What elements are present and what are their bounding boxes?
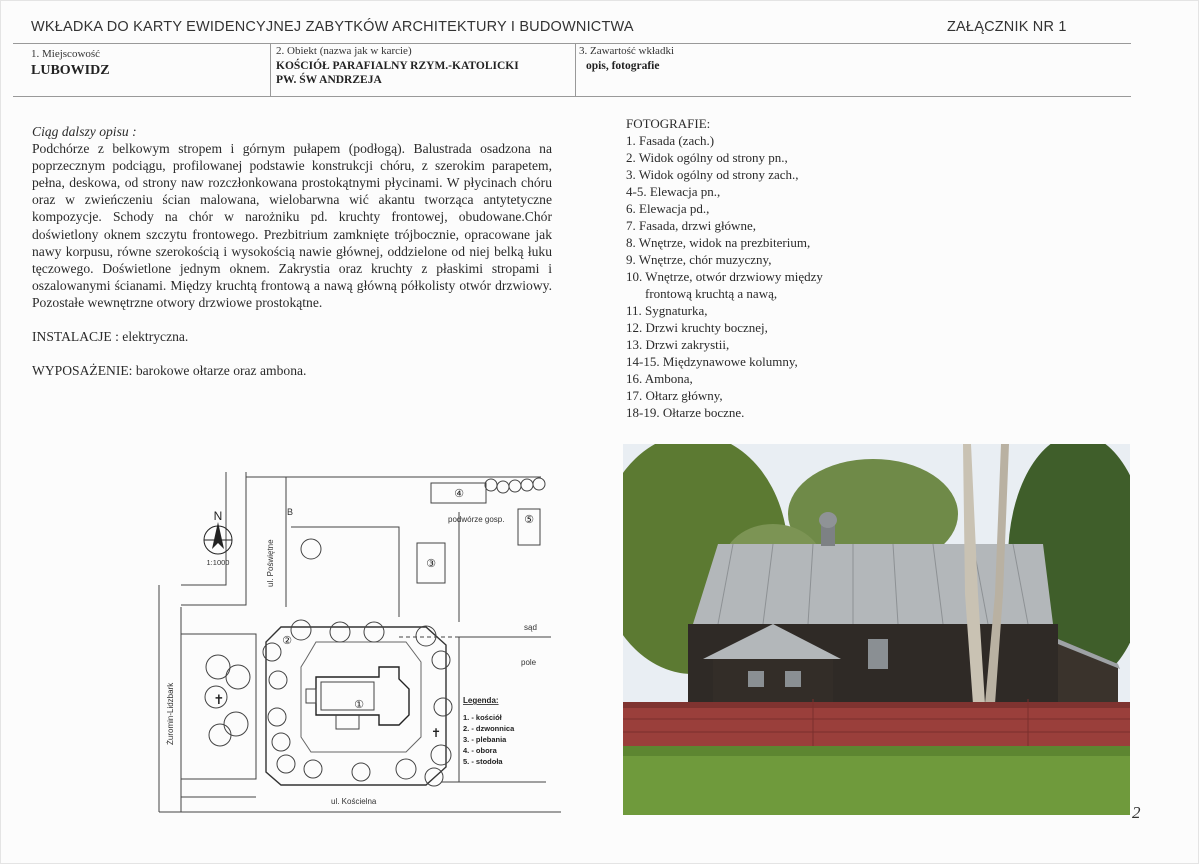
photo-item: 3. Widok ogólny od strony zach., (626, 167, 799, 182)
annex-number: ZAŁĄCZNIK NR 1 (947, 19, 1067, 35)
photo-item: 10. Wnętrze, otwór drzwiowy między (626, 269, 823, 284)
description-body: Podchórze z belkowym stropem i górnym pułapem (podłogą). Balustrada osadzona na poprzecznym podciągu, profilowanej podstawie konstrukcji chóru, z szerokim parapetem, pełna, deskowa, od strony naw rozczłonkowana prostokątnymi płycinami. W płycinach chóru oraz w zwieńczeniu ścian malowana, wielobarwna wić akantu tworząca antytetyczne kompozycje. Schody na chór w narożniku pd. kruchty frontowej, obudowane.Chór doświetlony oknem szczytu frontowego. Prezbitrium zamknięte trójbocznie, opracowane jak nawy korpusu, równe szerokością i wysokością nawie głównej, oddzielone od niej belką łuku tęczowego. Doświetlone jednym oknem. Zakrystia oraz kruchty z płaskimi stropami i oszalowanymi ścianami. Między kruchtą frontową a nawą główną półkolisty otwór drzwiowy. Pozostałe wewnętrzne otwory drzwiowe prostokątne. (32, 141, 552, 310)
marker-belfry: ② (282, 635, 292, 647)
marker-b: B (287, 507, 294, 517)
photo-item: 13. Drzwi zakrystii, (626, 337, 730, 352)
photo-item-continuation (626, 285, 926, 302)
description-block (32, 123, 552, 379)
photo-item: 17. Ołtarz główny, (626, 388, 723, 403)
photo-item: 1. Fasada (zach.) (626, 133, 715, 148)
photo-item: 7. Fasada, drzwi główne, (626, 218, 756, 233)
legend-item: 5. - stodoła (463, 757, 503, 766)
header-rule-bottom (13, 96, 1131, 97)
photo-item-continuation-text: frontową kruchtą a nawą, (645, 286, 778, 301)
orchard-label: sąd (524, 623, 537, 632)
north-label: N (213, 509, 223, 523)
photo-list (626, 115, 926, 421)
legend-item: 3. - plebania (463, 735, 507, 744)
photo-item: 16. Ambona, (626, 371, 693, 386)
marker-cowshed: ④ (454, 488, 464, 500)
object-value-line1: KOŚCIÓŁ PARAFIALNY RZYM.-KATOLICKI (276, 60, 519, 72)
contents-value: opis, fotografie (586, 60, 660, 72)
photo-item: 2. Widok ogólny od strony pn., (626, 150, 788, 165)
photo-grass (623, 746, 1130, 815)
photo-item: 4-5. Elewacja pn., (626, 184, 721, 199)
description-intro: Ciąg dalszy opisu : (32, 124, 137, 139)
north-arrow-icon (204, 522, 232, 554)
street-south-label: ul. Kościelna (331, 797, 377, 806)
photo-item: 6. Elewacja pd., (626, 201, 710, 216)
marker-presbytery: ③ (426, 558, 436, 570)
contents-label: 3. Zawartość wkładki (579, 45, 674, 57)
object-label: 2. Obiekt (nazwa jak w karcie) (276, 45, 412, 57)
cross-icon: ✝ (430, 726, 442, 740)
legend-item: 1. - kościół (463, 713, 502, 722)
photo-item: 14-15. Międzynawowe kolumny, (626, 354, 798, 369)
photo-item: 12. Drzwi kruchty bocznej, (626, 320, 768, 335)
photo-item: 18-19. Ołtarze boczne. (626, 405, 745, 420)
location-value: LUBOWIDZ (31, 63, 110, 78)
photo-item: 11. Sygnaturka, (626, 303, 708, 318)
header-rule-top (13, 43, 1131, 44)
scale-label: 1:1000 (206, 558, 230, 567)
photo-item: 8. Wnętrze, widok na prezbiterium, (626, 235, 811, 250)
page-number: 2 (1132, 803, 1141, 822)
legend-title: Legenda: (463, 696, 499, 705)
equipment-text: WYPOSAŻENIE: barokowe ołtarze oraz ambona. (32, 363, 307, 379)
location-label: 1. Miejscowość (31, 48, 101, 60)
site-plan (141, 467, 561, 831)
street-north-label: ul. Poświętne (266, 539, 275, 587)
church-photo (623, 444, 1130, 815)
marker-church: ① (354, 699, 364, 711)
field-divider-1 (270, 43, 271, 96)
legend-item: 4. - obora (463, 746, 497, 755)
legend-item: 2. - dzwonnica (463, 724, 515, 733)
photo-list-title: FOTOGRAFIE: (626, 116, 711, 131)
photo-item: 9. Wnętrze, chór muzyczny, (626, 252, 772, 267)
cross-icon: ✝ (213, 692, 225, 707)
document-title: WKŁADKA DO KARTY EWIDENCYJNEJ ZABYTKÓW ARCHITEKTURY I BUDOWNICTWA (31, 19, 634, 35)
yard-label: podwórze gosp. (448, 515, 505, 524)
marker-barn: ⑤ (524, 514, 534, 526)
photo-brick-wall (623, 706, 1130, 746)
installations-text: INSTALACJE : elektryczna. (32, 329, 189, 345)
street-west-label: Żuromin-Lidzbark (166, 682, 175, 745)
object-value-line2: PW. ŚW ANDRZEJA (276, 74, 382, 86)
field-divider-2 (575, 43, 576, 96)
field-label: pole (521, 658, 537, 667)
